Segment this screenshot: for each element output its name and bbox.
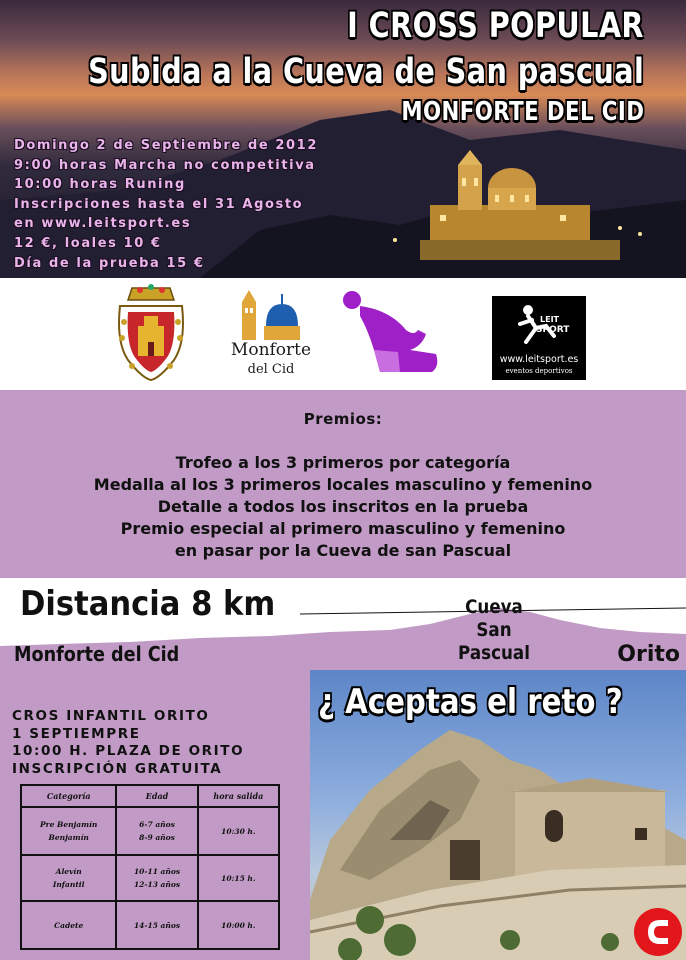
magenta-athlete-logo — [340, 290, 444, 374]
event-location: MONFORTE DEL CID — [401, 97, 644, 127]
table-cell-category — [21, 807, 116, 855]
kids-race-info — [12, 708, 244, 778]
prize-line: Medalla al los 3 primeros locales masculino y femenino — [93, 475, 593, 494]
cell-line: 12-13 años — [133, 880, 181, 889]
prizes-list — [0, 452, 686, 562]
cell-line: Infantil — [52, 880, 85, 889]
cell-line: 6-7 años — [139, 820, 175, 829]
monforte-tower-logo — [236, 286, 302, 340]
table-cell-age — [116, 855, 197, 901]
cell-line: Cadete — [54, 920, 84, 930]
kids-info-line: 10:00 H. PLAZA DE ORITO — [12, 743, 245, 759]
leitsport-tagline: eventos deportivos — [505, 367, 573, 375]
sponsor-logos — [0, 278, 686, 390]
table-header: Edad — [116, 785, 197, 807]
prize-line: Detalle a todos los inscritos en la prueba — [157, 497, 529, 516]
table-cell-category — [21, 855, 116, 901]
info-line: 10:00 horas Runing — [14, 177, 186, 193]
info-line: en www.leitsport.es — [14, 216, 192, 232]
info-line: Inscripciones hasta el 31 Agosto — [14, 196, 304, 212]
cell-line: 14-15 años — [133, 920, 181, 930]
table-row — [21, 855, 279, 901]
distance-title: Distancia 8 km — [20, 584, 276, 624]
start-location: Monforte del Cid — [14, 642, 180, 666]
distance-section — [0, 578, 686, 670]
peak-location — [445, 596, 544, 665]
event-info — [14, 136, 318, 273]
kids-race-section — [0, 670, 310, 960]
svg-text:SPORT: SPORT — [536, 325, 570, 335]
table-header: hora salida — [198, 785, 279, 807]
info-line: Día de la prueba 15 € — [14, 255, 205, 271]
table-cell-time: 10:00 h. — [198, 901, 279, 949]
prizes-section — [0, 390, 686, 578]
prizes-title: Premios: — [303, 410, 383, 428]
runner-icon — [514, 302, 570, 350]
leitsport-logo — [492, 296, 586, 380]
cell-line: Pre Benjamín — [40, 820, 98, 829]
table-cell-time: 10:15 h. — [198, 855, 279, 901]
cell-line: 8-9 años — [139, 833, 175, 842]
table-header-row — [21, 785, 279, 807]
prize-line: Trofeo a los 3 primeros por categoría — [175, 453, 511, 472]
table-cell-time: 10:30 h. — [198, 807, 279, 855]
peak-line: Cueva — [465, 596, 523, 618]
table-row — [21, 901, 279, 949]
coat-of-arms-logo — [112, 282, 190, 386]
kids-info-line: INSCRIPCIÓN GRATUITA — [12, 760, 223, 777]
cell-line: 10-11 años — [133, 867, 181, 876]
kids-info-line: 1 SEPTIEMPRE — [12, 725, 141, 742]
info-line: 12 €, loales 10 € — [14, 235, 162, 251]
peak-line: Pascual — [458, 642, 530, 664]
table-cell-category — [21, 901, 116, 949]
info-line: Domingo 2 de Septiembre de 2012 — [14, 138, 318, 153]
prize-line: en pasar por la Cueva de san Pascual — [174, 541, 512, 560]
cell-line: Benjamín — [48, 833, 89, 842]
event-subtitle: Subida a la Cueva de San pascual — [87, 52, 644, 92]
table-header: Categoría — [21, 785, 116, 807]
peak-line: San — [476, 619, 512, 641]
leitsport-url: www.leitsport.es — [499, 354, 579, 365]
kids-info-line: CROS INFANTIL ORITO — [12, 708, 210, 724]
table-row — [21, 807, 279, 855]
table-cell-age — [116, 807, 197, 855]
challenge-title: ¿ Aceptas el reto ? — [318, 682, 623, 722]
monforte-logo-word: Monforte — [230, 340, 312, 360]
table-cell-age — [116, 901, 197, 949]
cell-line: Alevín — [55, 867, 82, 876]
prize-line: Premio especial al primero masculino y femenino — [120, 519, 566, 538]
categories-table — [20, 784, 280, 950]
monforte-logo-sub: del Cid — [247, 362, 295, 377]
red-badge-icon — [634, 908, 682, 956]
header-banner — [0, 0, 686, 278]
event-title: I CROSS POPULAR — [347, 6, 644, 46]
end-location: Orito — [617, 642, 680, 667]
svg-text:LEIT: LEIT — [540, 315, 559, 324]
challenge-section — [310, 670, 686, 960]
info-line: 9:00 horas Marcha no competitiva — [14, 157, 316, 173]
